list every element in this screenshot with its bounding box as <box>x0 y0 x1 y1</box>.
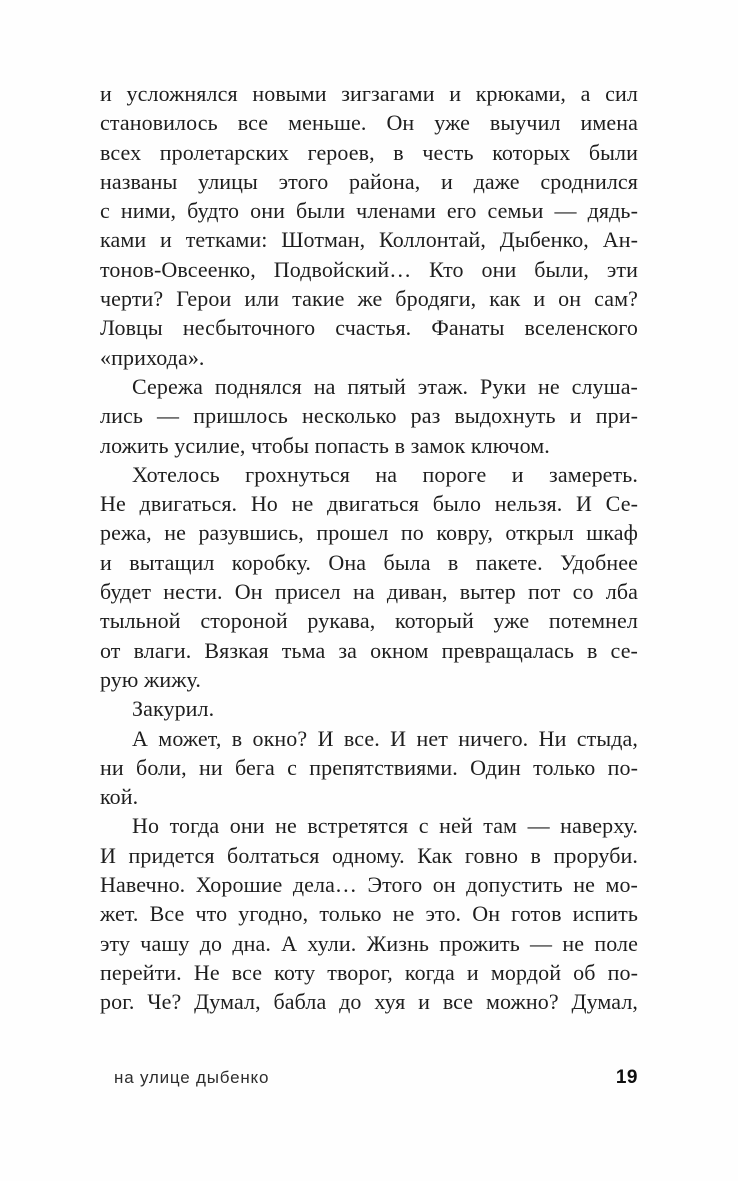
running-title: на улице дыбенко <box>114 1068 270 1087</box>
text-line: становилось все меньше. Он уже выучил имена <box>100 110 638 136</box>
text-line: будет нести. Он присел на диван, вытер пот со лба <box>100 579 638 605</box>
text-line: с ними, будто они были членами его семьи — дядь- <box>100 198 638 224</box>
text-line: и усложнялся новыми зигзагами и крюками, а сил <box>100 81 638 106</box>
paragraph <box>100 372 638 460</box>
text-line: рую жижу. <box>100 666 202 692</box>
text-line: Ловцы несбыточного счастья. Фанаты вселенского <box>100 315 638 341</box>
text-line: эту чашу до дна. А хули. Жизнь прожить — не поле <box>100 930 638 956</box>
page-text <box>100 79 638 1017</box>
text-line: Не двигаться. Но не двигаться было нельзя. И Се- <box>100 491 638 517</box>
text-line: А может, в окно? И все. И нет ничего. Ни стыда, <box>132 725 638 751</box>
text-line: от влаги. Вязкая тьма за окном превращалась в се- <box>100 637 638 663</box>
text-line: всех пролетарских героев, в честь которых были <box>100 139 638 165</box>
text-line: И придется болтаться одному. Как говно в проруби. <box>100 842 638 868</box>
page-footer <box>100 1067 638 1089</box>
text-line: Навечно. Хорошие дела… Этого он допустить не мо- <box>100 872 638 898</box>
text-line: и вытащил коробку. Она была в пакете. Удобнее <box>100 549 638 575</box>
text-line: лись — пришлось несколько раз выдохнуть и при- <box>100 403 638 429</box>
text-line: тыльной стороной рукава, который уже потемнел <box>100 608 638 634</box>
paragraph <box>100 79 638 372</box>
text-line: перейти. Не все коту творог, когда и мордой об по- <box>100 959 638 985</box>
text-line: ни боли, ни бега с препятствиями. Один только по- <box>100 754 638 780</box>
text-line: режа, не разувшись, прошел по ковру, открыл шкаф <box>100 520 638 546</box>
text-line: жет. Все что угодно, только не это. Он готов испить <box>100 901 638 927</box>
text-line: названы улицы этого района, и даже сроднился <box>100 168 638 194</box>
text-line: Хотелось грохнуться на пороге и замереть. <box>132 461 638 487</box>
text-line: тонов-Овсеенко, Подвойский… Кто они были, эти <box>100 256 638 282</box>
paragraph <box>100 694 638 723</box>
text-line: кой. <box>100 784 139 810</box>
text-line: «прихода». <box>100 344 205 370</box>
text-line: Но тогда они не встретятся с ней там — наверху. <box>132 813 638 839</box>
paragraph <box>100 811 638 1016</box>
text-line: рог. Че? Думал, бабла до хуя и все можно? Думал, <box>100 989 638 1015</box>
text-line: Сережа поднялся на пятый этаж. Руки не слуша- <box>132 373 638 399</box>
text-line: черти? Герои или такие же бродяги, как и он сам? <box>100 286 638 312</box>
paragraph <box>100 724 638 812</box>
text-line: ками и тетками: Шотман, Коллонтай, Дыбенко, Ан- <box>100 227 638 253</box>
page-number: 19 <box>615 1067 638 1088</box>
text-line: Закурил. <box>132 696 215 722</box>
text-line: ложить усилие, чтобы попасть в замок ключом. <box>100 432 550 458</box>
paragraph <box>100 460 638 694</box>
